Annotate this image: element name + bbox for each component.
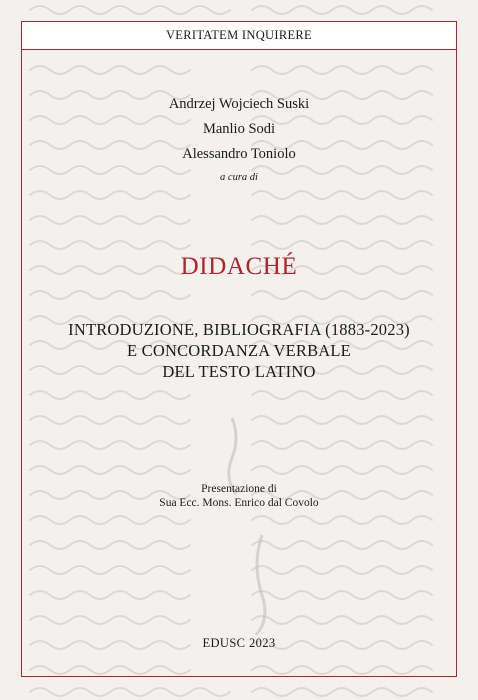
subtitle-line-3: DEL TESTO LATINO	[162, 362, 316, 381]
author-1: Andrzej Wojciech Suski	[168, 96, 310, 112]
author-3: Alessandro Toniolo	[182, 146, 296, 162]
series-title: VERITATEM INQUIRERE	[165, 28, 312, 42]
presentation-author: Sua Ecc. Mons. Enrico dal Covolo	[159, 497, 319, 509]
presentation-label: Presentazione di	[201, 483, 277, 495]
subtitle-line-2: E CONCORDANZA VERBALE	[127, 341, 351, 360]
book-title: DIDACHÉ	[180, 253, 298, 280]
publisher-imprint: EDUSC 2023	[202, 636, 276, 650]
subtitle-line-1: INTRODUZIONE, BIBLIOGRAFIA (1883-2023)	[68, 320, 410, 339]
author-2: Manlio Sodi	[202, 121, 276, 137]
editors-note: a cura di	[220, 172, 258, 183]
series-divider	[21, 49, 457, 50]
